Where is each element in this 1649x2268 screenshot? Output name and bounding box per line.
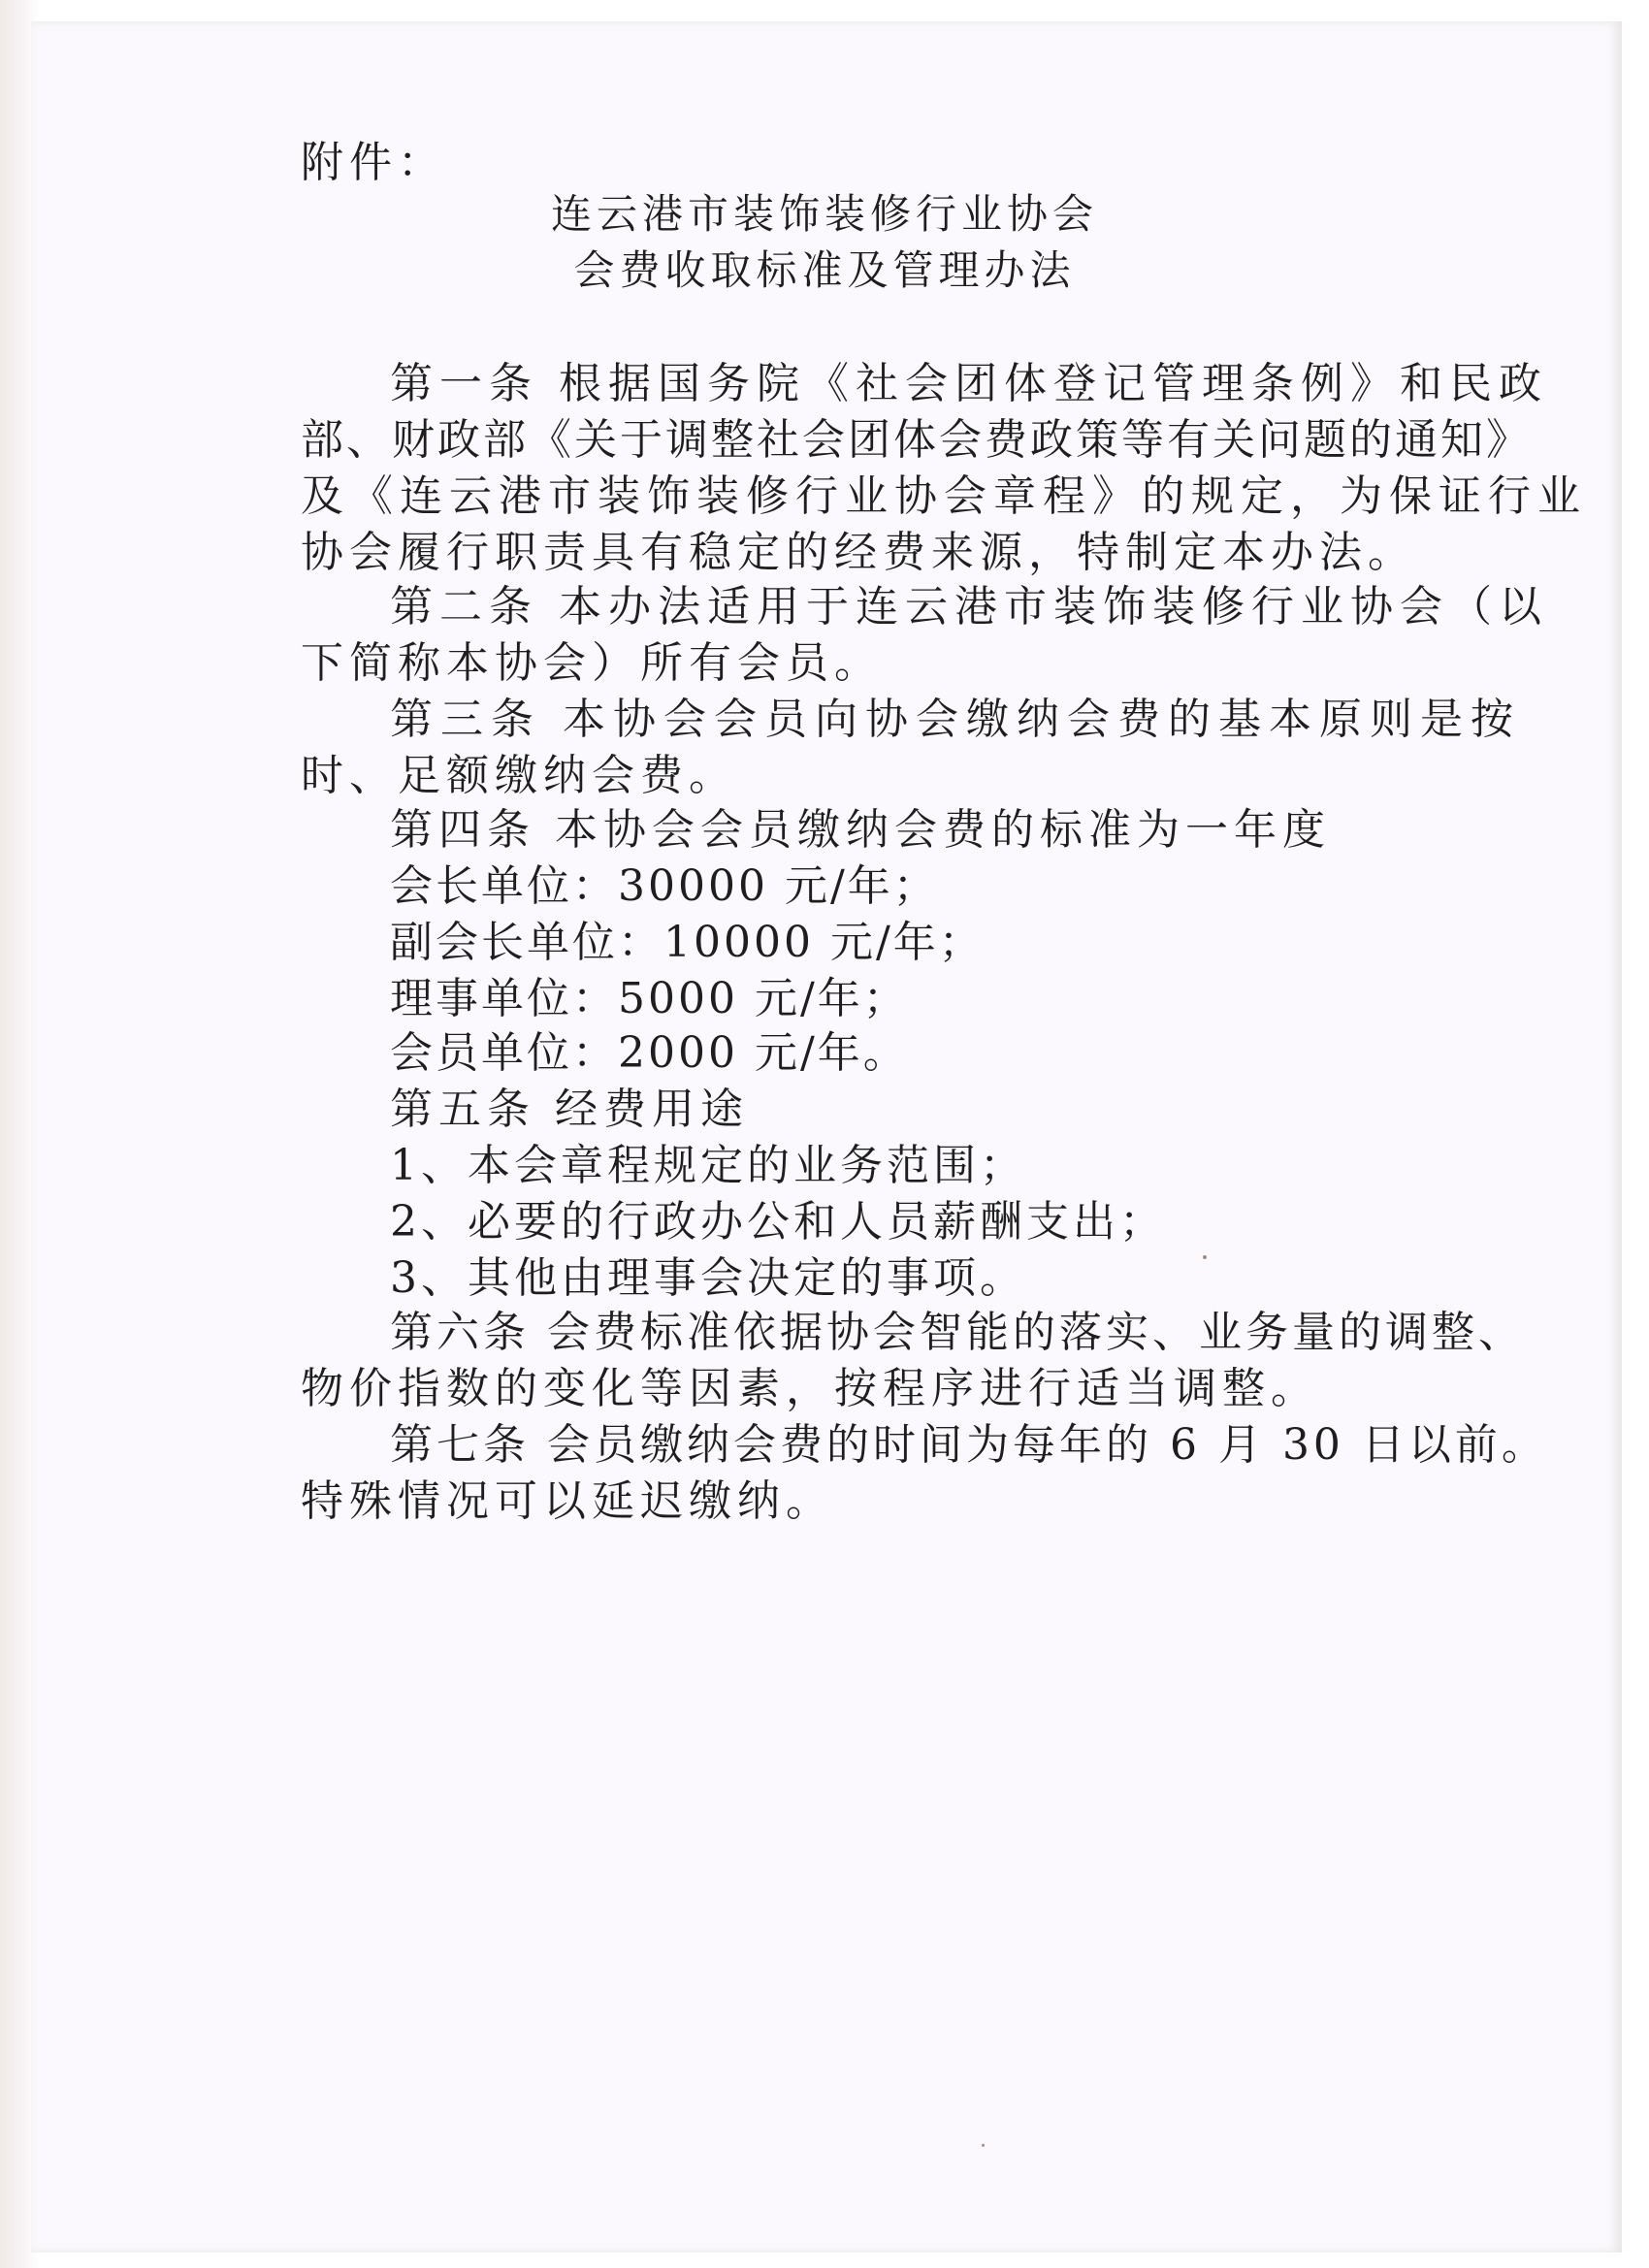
article-5-heading: 第五条 经费用途 xyxy=(390,1085,749,1134)
fee-president-unit: 会长单位：30000 元/年； xyxy=(390,861,939,911)
article-4-line-1: 第四条 本协会会员缴纳会费的标准为一年度 xyxy=(390,805,1331,855)
article-1-line-1: 第一条 根据国务院《社会团体登记管理条例》和民政 xyxy=(390,359,1548,408)
article-1-line-3: 及《连云港市装饰装修行业协会章程》的规定，为保证行业 xyxy=(301,471,1587,521)
article-7-line-1: 第七条 会员缴纳会费的时间为每年的 6 月 30 日以前。 xyxy=(390,1420,1548,1470)
usage-item-2: 2、必要的行政办公和人员薪酬支出； xyxy=(390,1197,1166,1247)
scan-speck xyxy=(982,2144,985,2147)
article-2-line-1: 第二条 本办法适用于连云港市装饰装修行业协会（以 xyxy=(390,582,1548,632)
fee-vice-president-unit: 副会长单位：10000 元/年； xyxy=(390,918,985,967)
scan-speck xyxy=(1203,1255,1207,1259)
usage-item-3: 3、其他由理事会决定的事项。 xyxy=(390,1253,1026,1303)
article-3-line-2: 时、足额缴纳会费。 xyxy=(301,751,737,800)
article-1-line-4: 协会履行职责具有稳定的经费来源，特制定本办法。 xyxy=(301,528,1416,577)
document-title-line-1: 连云港市装饰装修行业协会 xyxy=(550,190,1098,238)
fee-director-unit: 理事单位：5000 元/年； xyxy=(390,974,909,1023)
fee-member-unit: 会员单位：2000 元/年。 xyxy=(390,1028,909,1078)
document-title-line-2: 会费收取标准及管理办法 xyxy=(573,246,1076,294)
attachment-label: 附件： xyxy=(301,138,446,187)
article-2-line-2: 下简称本协会）所有会员。 xyxy=(301,638,883,688)
article-6-line-2: 物价指数的变化等因素，按程序进行适当调整。 xyxy=(301,1364,1319,1413)
article-6-line-1: 第六条 会费标准依据协会智能的落实、业务量的调整、 xyxy=(390,1308,1525,1357)
article-3-line-1: 第三条 本协会会员向协会缴纳会费的基本原则是按 xyxy=(390,695,1521,744)
usage-item-1: 1、本会章程规定的业务范围； xyxy=(390,1141,1026,1190)
article-1-line-2: 部、财政部《关于调整社会团体会费政策等有关问题的通知》 xyxy=(301,415,1532,465)
article-7-line-2: 特殊情况可以延迟缴纳。 xyxy=(301,1476,834,1526)
